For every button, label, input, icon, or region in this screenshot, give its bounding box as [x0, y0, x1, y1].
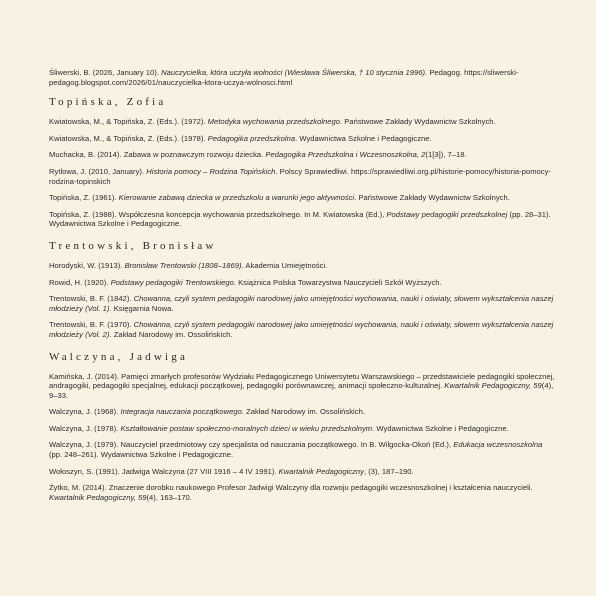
reference-entry: Walczyna, J. (1968). Integracja nauczania początkowego. Zakład Narodowy im. Ossolińskich.	[49, 407, 365, 417]
reference-entry: Kamińska, J. (2014). Pamięci zmarłych profesorów Wydziału Pedagogicznego Uniwersytetu Warszawskiego – przedstawiciele pedagogiki społecznej, andragogiki, pedagogiki specjalnej, edukacji początkowej, pedagogiki porównawczej, animacji społeczno-kulturalnej. Kwartalnik Pedagogiczny, 59(4), 9–33.	[49, 371, 555, 400]
reference-entry: Wołoszyn, S. (1991). Jadwiga Walczyna (27 VIII 1916 – 4 IV 1991). Kwartalnik Pedagogiczny, (3), 187–190.	[49, 466, 414, 476]
reference-entry: Śliwerski, B. (2026, January 10). Nauczycielka, która uczyła wolności (Wiesława Śliwerska, † 10 stycznia 1996). Pedagog. https://sliwerski-pedagog.blogspot.com/2026/01/nauczycielka-ktora-uczya-wolnosci.html	[49, 68, 519, 87]
section-heading: Trentowski, Bronisław	[49, 239, 217, 252]
reference-entry: Topińska, Z. (1988). Współczesna koncepcja wychowania przedszkolnego. In M. Kwiatowska (Ed.), Podstawy pedagogiki przedszkolnej (pp. 28–31). Wydawnictwa Szkolne i Pedagogiczne.	[49, 209, 551, 229]
reference-entry: Muchacka, B. (2014). Zabawa w poznawczym rozwoju dziecka. Pedagogika Przedszkolna i Wczesnoszkolna, 2(1[3]), 7–18.	[49, 150, 467, 160]
section-heading: Topińska, Zofia	[49, 96, 167, 109]
reference-entry: Topińska, Z. (1961). Kierowanie zabawą dziecka w przedszkolu a warunki jego aktywności. Państwowe Zakłady Wydawnictw Szkolnych.	[49, 193, 510, 203]
reference-entry: Rowid, H. (1920). Podstawy pedagogiki Trentowskiego. Książnica Polska Towarzystwa Nauczycieli Szkół Wyższych.	[49, 277, 442, 287]
reference-entry: Kwiatowska, M., & Topińska, Z. (Eds.). (1978). Pedagogika przedszkolna. Wydawnictwa Szkolne i Pedagogiczne.	[49, 133, 432, 143]
reference-entry: Trentowski, B. F. (1842). Chowanna, czyli system pedagogiki narodowej jako umiejętności wychowania, nauki i oświaty, słowem wykształcenia naszej młodzieży (Vol. 1). Księgarnia Nowa.	[49, 294, 554, 313]
reference-entry: Walczyna, J. (1979). Nauczyciel przedmiotowy czy specjalista od nauczania początkowego. In B. Wilgocka-Okoń (Ed.), Edukacja wczesnoszkolna (pp. 248–261). Wydawnictwa Szkolne i Pedagogiczne.	[49, 440, 543, 460]
reference-entry: Kwiatowska, M., & Topińska, Z. (Eds.). (1972). Metodyka wychowania przedszkolnego. Państwowe Zakłady Wydawnictw Szkolnych.	[49, 117, 496, 127]
reference-entry: Horodyski, W. (1913). Bronisław Trentowski (1808–1869). Akademia Umiejętności.	[49, 260, 328, 270]
section-heading: Walczyna, Jadwiga	[49, 350, 189, 363]
reference-entry: Żytko, M. (2014). Znaczenie dorobku naukowego Profesor Jadwigi Walczyny dla rozwoju pedagogiki wczesnoszkolnej i kształcenia nauczycieli. Kwartalnik Pedagogiczny, 59(4), 163–170.	[49, 483, 533, 502]
bibliography-sections	[49, 96, 556, 502]
reference-entry: Trentowski, B. F. (1970). Chowanna, czyli system pedagogiki narodowej jako umiejętności wychowania, nauki i oświaty, słowem wykształcenia naszej młodzieży (Vol. 2). Zakład Narodowy im. Ossolińskich.	[49, 320, 554, 339]
reference-entry: Walczyna, J. (1978). Kształtowanie postaw społeczno-moralnych dzieci w wieku przedszkolnym. Wydawnictwa Szkolne i Pedagogiczne.	[49, 423, 509, 433]
reference-entry: Rytlowa, J. (2010, January). Historia pomocy – Rodzina Topińskich. Polscy Sprawiedliwi. https://sprawiedliwi.org.pl/historie-pomocy/historia-pomocy-rodzina-topinskich	[49, 166, 551, 186]
